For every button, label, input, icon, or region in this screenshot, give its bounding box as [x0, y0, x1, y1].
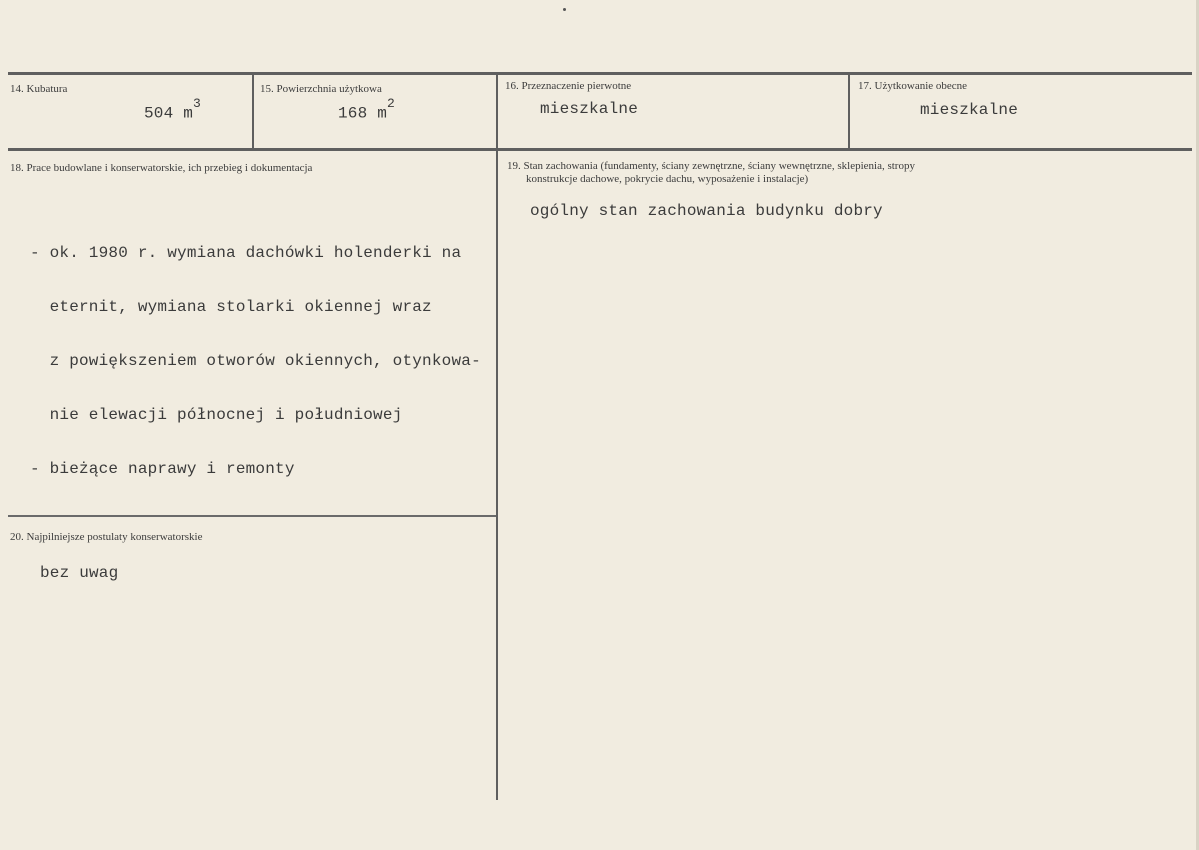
stan-zachowania-value: ogólny stan zachowania budynku dobry: [530, 202, 883, 220]
przeznaczenie-label: 16. Przeznaczenie pierwotne: [505, 80, 632, 92]
powierzchnia-number: 168 m: [338, 104, 388, 123]
prace-line-4: nie elewacji północnej i południowej: [30, 406, 403, 424]
powierzchnia-label: 15. Powierzchnia użytkowa: [260, 83, 382, 95]
stan-zachowania-label-1: 19. Stan zachowania (fundamenty, ściany zewnętrzne, ściany wewnętrzne, sklepienia, stropy: [507, 160, 915, 172]
prace-line-3: z powiększeniem otworów okiennych, otynkowa-: [30, 352, 481, 370]
top-border-line: [8, 72, 1192, 75]
divider-15-16: [496, 74, 498, 800]
stan-zachowania-label-2: konstrukcje dachowe, pokrycie dachu, wyposażenie i instalacje): [526, 173, 809, 185]
row1-bottom-line: [8, 148, 1192, 151]
divider-14-15: [252, 74, 254, 148]
postulaty-value: bez uwag: [40, 564, 119, 582]
prace-line-2: eternit, wymiana stolarki okiennej wraz: [30, 298, 432, 316]
prace-line-5: - bieżące naprawy i remonty: [30, 460, 295, 478]
kubatura-exponent: 3: [193, 96, 202, 111]
prace-line-1: - ok. 1980 r. wymiana dachówki holenderki na: [30, 244, 462, 262]
powierzchnia-exponent: 2: [387, 96, 396, 111]
przeznaczenie-value: mieszkalne: [540, 100, 639, 118]
uzytkowanie-value: mieszkalne: [920, 101, 1019, 119]
prace-budowlane-text: [30, 208, 481, 514]
powierzchnia-value: [338, 96, 396, 123]
section18-bottom-line: [8, 515, 498, 517]
divider-16-17: [848, 74, 850, 148]
kubatura-number: 504 m: [144, 104, 194, 123]
kubatura-value: [144, 96, 202, 123]
punch-mark: [563, 8, 566, 11]
kubatura-label: 14. Kubatura: [10, 83, 68, 95]
prace-budowlane-label: 18. Prace budowlane i konserwatorskie, ich przebieg i dokumentacja: [10, 162, 313, 174]
uzytkowanie-label: 17. Użytkowanie obecne: [858, 80, 968, 92]
postulaty-label: 20. Najpilniejsze postulaty konserwatorskie: [10, 531, 203, 543]
